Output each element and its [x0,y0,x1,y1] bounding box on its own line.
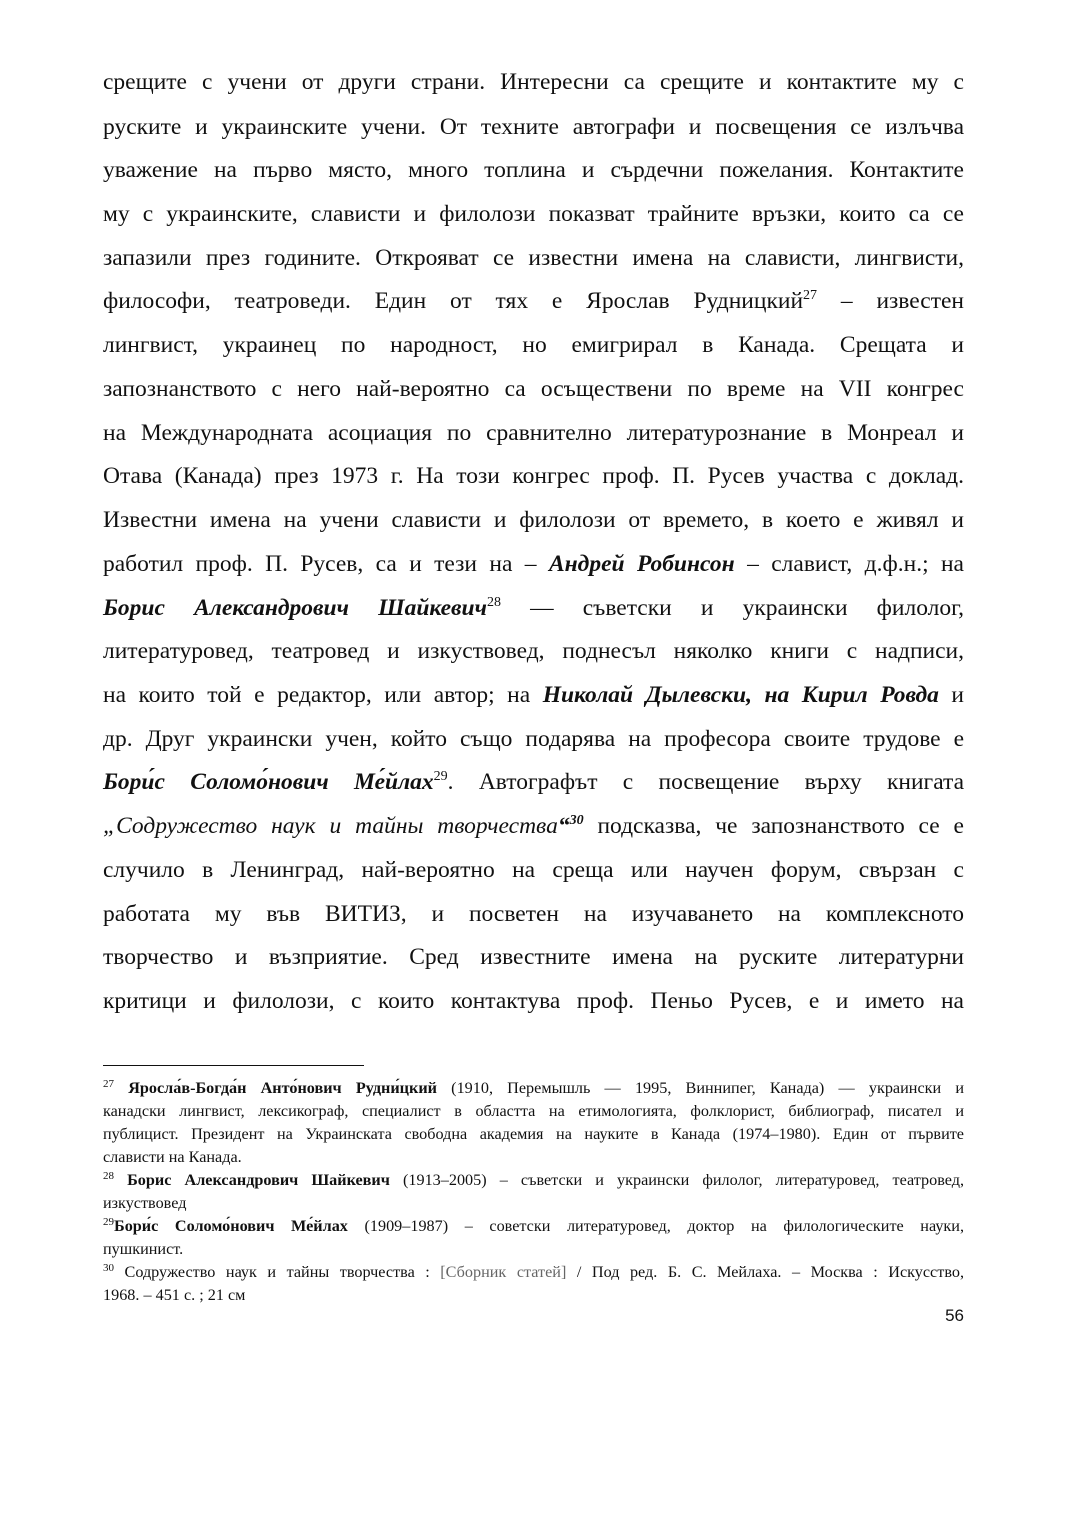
body-line: уважение на първо място, много топлина и сърдечни пожелания. Контактите [103,157,964,183]
text-run: на които той е редактор, или автор; на [103,682,543,708]
text-run: – известен [817,288,964,314]
body-line: запознанството с него най-вероятно са осъществени по време на VII конгрес [103,376,964,402]
footnote-line: канадски лингвист, лексикограф, специалист в областта на етимологията, фолклорист, библиограф, писател и [103,1102,964,1120]
footnote-line: публицист. Президент на Украинската свободна академия на науките в Канада (1974–1980). Един от първите [103,1125,964,1143]
body-line: лингвист, украинец по народност, но емигрирал в Канада. Срещата и [103,332,964,358]
footnote-30 [103,1262,964,1285]
footnote-ref-30[interactable]: 30 [569,813,584,828]
footnote-line: слависти на Канада. [103,1148,242,1166]
body-line: Известни имена на учени слависти и филолози от времето, в което е живял и [103,507,964,533]
body-line: случило в Ленинград, най-вероятно на среща или научен форум, свързан с [103,857,964,883]
footnote-number: 28 [103,1170,114,1182]
footnote-name: Бори́с Соломо́нович Ме́йлах [114,1217,348,1235]
body-line: срещите с учени от други страни. Интересни са срещите и контактите му с [103,69,964,95]
book-title: „Содружество наук и тайны творчества [103,813,558,839]
body-line [103,811,964,845]
body-line: критици и филолози, с които контактува проф. Пеньо Русев, е и името на [103,988,964,1014]
text-run: подсказва, че запознанството се е [583,813,964,839]
body-line: творчество и възприятие. Сред известните имена на руските литературни [103,944,964,970]
footnote-line: изкуствовед [103,1194,187,1212]
text-run: философи, театроведи. Един от тях е Ярослав Рудницкий [103,288,804,314]
footnote-line: пушкинист. [103,1240,184,1258]
text-run: (1909–1987) – советски литературовед, доктор на филологическите науки, [347,1217,965,1235]
name-boris-meylakh: Бори́с Соломо́нович Ме́йлах [103,769,434,795]
body-line: Отава (Канада) през 1973 г. На този конгрес проф. П. Русев участва с доклад. [103,463,964,489]
footnote-28 [103,1170,964,1193]
footnote-ref-29[interactable]: 29 [433,769,448,784]
footnote-ref-27[interactable]: 27 [803,288,818,303]
text-run: (1910, Перемышль — 1995, Виннипег, Канада) — украински и [436,1079,965,1097]
body-line [103,680,964,710]
body-line: работата му във ВИТИЗ, и посветен на изучаването на комплексното [103,901,964,927]
text-run: (1913–2005) – съветски и украински филолог, литературовед, театровед, [389,1171,965,1189]
closing-quote: “ [557,813,570,839]
footnote-number: 29 [103,1216,114,1228]
text-run: . Автографът с посвещение върху книгата [447,769,965,795]
body-line [103,767,964,801]
body-line: на Международната асоциация по сравнително литературознание в Монреал и [103,420,964,446]
text-run: – славист, д.ф.н.; на [734,551,964,577]
footnote-number: 30 [103,1262,114,1274]
footnote-number: 27 [103,1078,114,1090]
body-line: литературовед, театровед и изкуствовед, поднесъл няколко книги с надписи, [103,638,964,664]
text-run: / Под ред. Б. С. Мейлаха. – Москва : Искусство, [566,1263,964,1281]
body-line: му с украинските, слависти и филолози показват трайните връзки, които са се [103,201,964,227]
text-run: Содружество наук и тайны творчества : [114,1263,441,1281]
body-line: др. Друг украински учен, който също подарява на професора своите трудове е [103,726,964,752]
body-line [103,286,964,320]
footnote-separator [103,1065,364,1066]
text-run: — съветски и украински филолог, [500,595,964,621]
bracketed-note: [Сборник статей] [440,1263,567,1281]
text-run: работил проф. П. Русев, са и тези на – [103,551,549,577]
footnote-name: Борис Александрович Шайкевич [127,1171,390,1189]
name-andrey-robinson: Андрей Робинсон [548,551,735,577]
footnote-27 [103,1078,964,1101]
body-line: запазили през годините. Открояват се известни имена на слависти, лингвисти, [103,245,964,271]
page-number: 56 [945,1306,964,1325]
footnote-line: 1968. – 451 с. ; 21 см [103,1286,246,1304]
body-line [103,593,964,627]
name-boris-shaykevich: Борис Александрович Шайкевич [103,595,487,621]
footnote-29 [103,1216,964,1239]
body-line: руските и украинските учени. От техните автографи и посвещения се излъчва [103,114,964,140]
body-line [103,549,964,579]
text-run: и [938,682,965,708]
names-dylevski-rovda: Николай Дылевски, на Кирил Ровда [542,682,939,708]
footnote-ref-28[interactable]: 28 [486,595,501,610]
footnote-name: Яросла́в-Богда́н Анто́нович Рудни́цкий [128,1079,437,1097]
